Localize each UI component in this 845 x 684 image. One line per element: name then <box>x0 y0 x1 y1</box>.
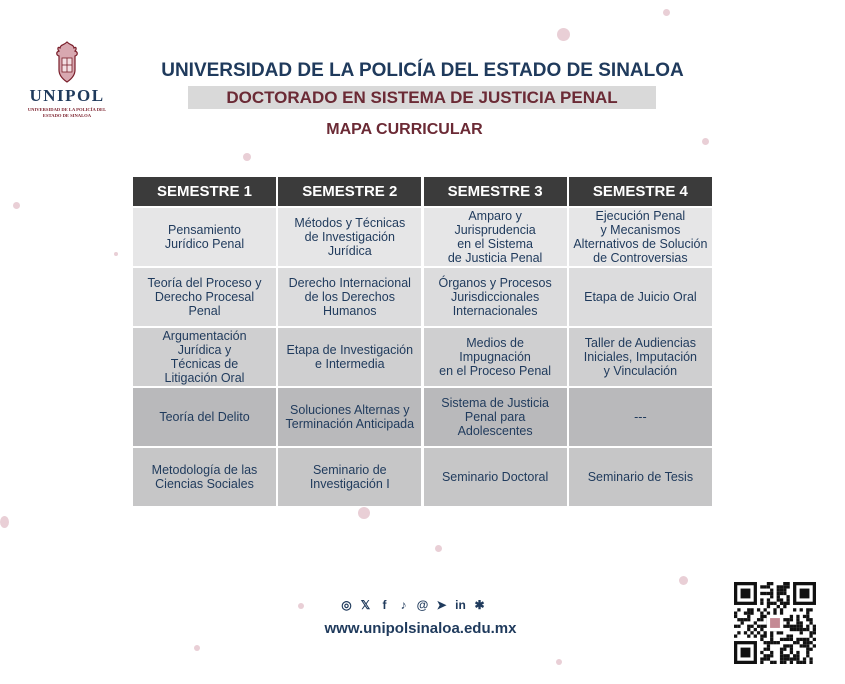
decorative-dot <box>0 516 9 528</box>
course-cell: Soluciones Alternas y Terminación Anticipada <box>278 388 421 446</box>
logo-subline: UNIVERSIDAD DE LA POLICÍA DEL ESTADO DE SINALOA <box>27 107 107 118</box>
course-cell: Sistema de Justicia Penal para Adolescentes <box>424 388 567 446</box>
course-cell: Amparo y Jurisprudencia en el Sistema de Justicia Penal <box>424 208 567 266</box>
decorative-dot <box>556 659 562 665</box>
course-cell: Etapa de Investigación e Intermedia <box>278 328 421 386</box>
course-cell: Seminario de Investigación I <box>278 448 421 506</box>
course-cell: Derecho Internacional de los Derechos Humanos <box>278 268 421 326</box>
course-cell: Pensamiento Jurídico Penal <box>133 208 276 266</box>
program-subtitle: DOCTORADO EN SISTEMA DE JUSTICIA PENAL <box>226 88 618 107</box>
course-cell: Argumentación Jurídica y Técnicas de Litigación Oral <box>133 328 276 386</box>
course-cell: Seminario de Tesis <box>569 448 712 506</box>
social-links <box>340 598 486 612</box>
decorative-dot <box>557 28 570 41</box>
qr-code-icon <box>734 582 816 664</box>
decorative-dot <box>13 202 20 209</box>
facebook-icon[interactable]: f <box>382 598 387 612</box>
decorative-dot <box>435 545 442 552</box>
course-cell: Taller de Audiencias Iniciales, Imputación y Vinculación <box>569 328 712 386</box>
telegram-icon[interactable]: ➤ <box>436 598 447 612</box>
course-cell: Ejecución Penal y Mecanismos Alternativos de Solución de Controversias <box>569 208 712 266</box>
column-header-semestre-1: SEMESTRE 1 <box>133 177 276 206</box>
course-cell: Etapa de Juicio Oral <box>569 268 712 326</box>
course-cell: Metodología de las Ciencias Sociales <box>133 448 276 506</box>
x-icon[interactable]: 𝕏 <box>360 598 371 612</box>
decorative-dot <box>358 507 370 519</box>
course-cell: Medios de Impugnación en el Proceso Penal <box>424 328 567 386</box>
column-header-semestre-4: SEMESTRE 4 <box>569 177 712 206</box>
course-cell: Teoría del Proceso y Derecho Procesal Penal <box>133 268 276 326</box>
column-header-semestre-3: SEMESTRE 3 <box>424 177 567 206</box>
decorative-dot <box>114 252 118 256</box>
threads-icon[interactable]: @ <box>416 598 429 612</box>
page-title: UNIVERSIDAD DE LA POLICÍA DEL ESTADO DE SINALOA <box>161 60 684 81</box>
tiktok-icon[interactable]: ♪ <box>400 598 407 612</box>
bluesky-icon[interactable]: ✱ <box>474 598 485 612</box>
linkedin-icon[interactable]: in <box>455 598 466 612</box>
course-cell: Métodos y Técnicas de Investigación Jurídica <box>278 208 421 266</box>
course-cell: Órganos y Procesos Jurisdiccionales Internacionales <box>424 268 567 326</box>
decorative-dot <box>679 576 688 585</box>
decorative-dot <box>243 153 251 161</box>
decorative-dot <box>663 9 670 16</box>
decorative-dot <box>194 645 200 651</box>
logo-wordmark: UNIPOL <box>29 86 105 105</box>
course-cell: Teoría del Delito <box>133 388 276 446</box>
section-heading: MAPA CURRICULAR <box>326 121 483 138</box>
curriculum-table <box>133 177 713 506</box>
website-url[interactable]: www.unipolsinaloa.edu.mx <box>324 620 517 637</box>
course-cell: Seminario Doctoral <box>424 448 567 506</box>
subtitle-banner <box>188 86 656 109</box>
column-header-semestre-2: SEMESTRE 2 <box>278 177 421 206</box>
decorative-dot <box>702 138 709 145</box>
decorative-dot <box>298 603 304 609</box>
course-cell: --- <box>569 388 712 446</box>
instagram-icon[interactable]: ◎ <box>341 598 352 612</box>
